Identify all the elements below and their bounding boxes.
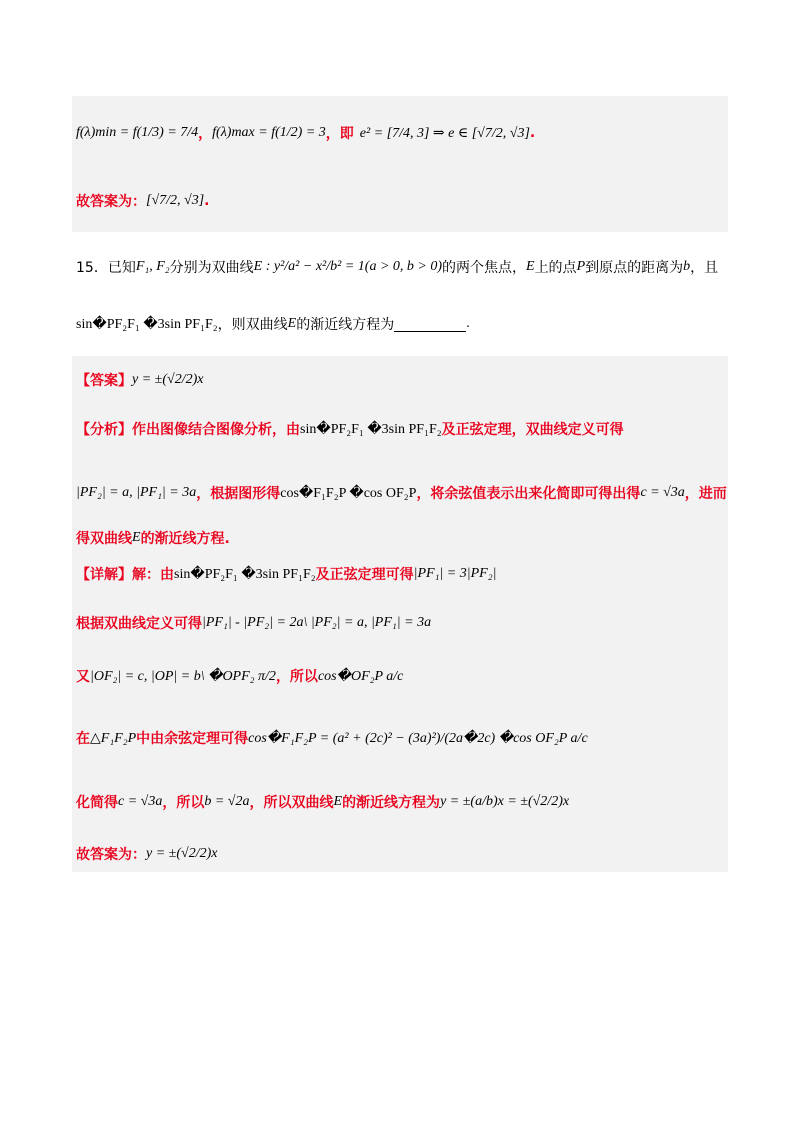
analysis-line-3: [76, 526, 230, 550]
analysis-text-5: 得双曲线: [76, 531, 132, 547]
simplify-text-3: ，所以双曲线: [249, 795, 334, 811]
question-text-4: 到原点的距离为: [585, 260, 684, 276]
simplify-line: [76, 784, 569, 820]
definition-formula: |PF₁| - |PF₂| = 2a\ |PF₂| = a, |PF₁| = 3a: [202, 615, 432, 630]
detail-text-1: 及正弦定理可得: [315, 567, 414, 583]
question-text-5: ，且: [690, 260, 719, 276]
analysis-line-1: [76, 414, 624, 444]
prev-min-formula: f(λ)min = f(1/3) = 7/4: [76, 125, 199, 140]
question-e: E: [526, 259, 535, 274]
final-answer-formula: y = ±(√2/2)x: [146, 846, 218, 861]
analysis-text-3: ，将余弦值表示出来化简即可得出得: [416, 486, 641, 502]
question-text-1: 分别为双曲线: [169, 260, 254, 276]
definition-text: 根据双曲线定义可得: [76, 616, 202, 632]
question-text-2: 的两个焦点，: [442, 260, 526, 276]
analysis-formula-1: sin�PF₂F₁ �3sin PF₁F₂: [300, 421, 442, 437]
prev-answer-line-1: [76, 118, 535, 148]
analysis-formula-3: cos�F₁F₂P �cos OF₂P: [280, 485, 417, 501]
question-text-3: 上的点: [534, 260, 577, 276]
detail-line-1: [76, 560, 496, 588]
prev-answer-label: 故答案为：: [76, 194, 146, 210]
question-text-7: 的渐近线方程为: [296, 317, 395, 333]
analysis-line-2: [76, 478, 727, 508]
you-formula-2: cos�OF₂P a/c: [317, 668, 404, 684]
question-p: P: [576, 259, 586, 274]
question-text-6: ，则双曲线: [217, 317, 288, 333]
you-line: [76, 658, 403, 694]
question-curve: E : y²/a² − x²/b² = 1(a > 0, b > 0): [253, 259, 442, 274]
analysis-formula-2: |PF₂| = a, |PF₁| = 3a: [76, 485, 197, 500]
question-end: .: [466, 316, 470, 331]
simplify-formula-3: y = ±(a/b)x = ±(√2/2)x: [440, 794, 570, 809]
simplify-formula-2: b = √2a: [204, 794, 250, 809]
answer-line: [76, 364, 203, 396]
simplify-text-1: 化简得: [76, 795, 118, 811]
you-text: 又: [76, 669, 90, 685]
question-condition: sin�PF₂F₁ �3sin PF₁F₂: [76, 316, 218, 332]
question-line-2: [76, 310, 470, 338]
simplify-text-4: 的渐近线方程为: [342, 795, 441, 811]
simplify-text-2: ，所以: [162, 795, 205, 811]
analysis-formula-4: c = √3a: [640, 485, 685, 500]
you-text-2: ，所以: [275, 669, 318, 685]
analysis-e: E: [132, 530, 141, 545]
answer-label: 【答案】: [76, 373, 132, 389]
analysis-text-2: ，根据图形得: [196, 486, 281, 502]
prev-ji: ，即: [325, 126, 354, 142]
triangle-text-1: 在: [76, 731, 90, 747]
prev-answer-line-2: [76, 186, 209, 216]
question-e-2: E: [287, 316, 297, 331]
analysis-text-1: 及正弦定理，双曲线定义可得: [441, 422, 624, 438]
triangle-line: [76, 718, 588, 758]
analysis-text-6: 的渐近线方程.: [140, 531, 230, 547]
triangle-text-2: 中由余弦定理可得: [136, 731, 249, 747]
question-b: b: [683, 259, 691, 274]
analysis-text-4: ，进而: [684, 486, 727, 502]
definition-line: [76, 608, 431, 638]
simplify-e: E: [333, 794, 343, 809]
final-answer-label: 故答案为：: [76, 847, 146, 863]
prev-answer-period: .: [204, 193, 210, 209]
simplify-formula-1: c = √3a: [118, 794, 163, 809]
prev-comma: ，: [198, 126, 213, 142]
final-answer-line: [76, 838, 217, 870]
detail-label: 【详解】解：由: [76, 567, 174, 583]
prev-max-formula: f(λ)max = f(1/2) = 3: [212, 125, 326, 140]
analysis-label: 【分析】作出图像结合图像分析，由: [76, 422, 300, 438]
question-foci: F₁, F₂: [135, 259, 170, 274]
answer-formula: y = ±(√2/2)x: [132, 372, 204, 387]
prev-answer-formula: [√7/2, √3]: [146, 193, 205, 208]
prev-period: .: [529, 125, 536, 141]
prev-e-range-formula: e² = [7/4, 3] ⇒ e ∈ [√7/2, √3]: [359, 125, 530, 141]
you-formula: |OF₂| = c, |OP| = b\ �OPF₂ π/2: [90, 668, 276, 684]
detail-formula-2: |PF₁| = 3|PF₂|: [413, 566, 497, 581]
question-number: 15．已知: [76, 260, 136, 276]
triangle-formula-1: △F₁F₂P: [90, 730, 137, 746]
question-line-1: [76, 252, 718, 282]
detail-formula-1: sin�PF₂F₁ �3sin PF₁F₂: [174, 566, 316, 582]
triangle-formula-2: cos�F₁F₂P = (a² + (2c)² − (3a)²)/(2a�2c) �cos OF₂P a/c: [248, 730, 588, 746]
answer-blank: [394, 317, 466, 332]
